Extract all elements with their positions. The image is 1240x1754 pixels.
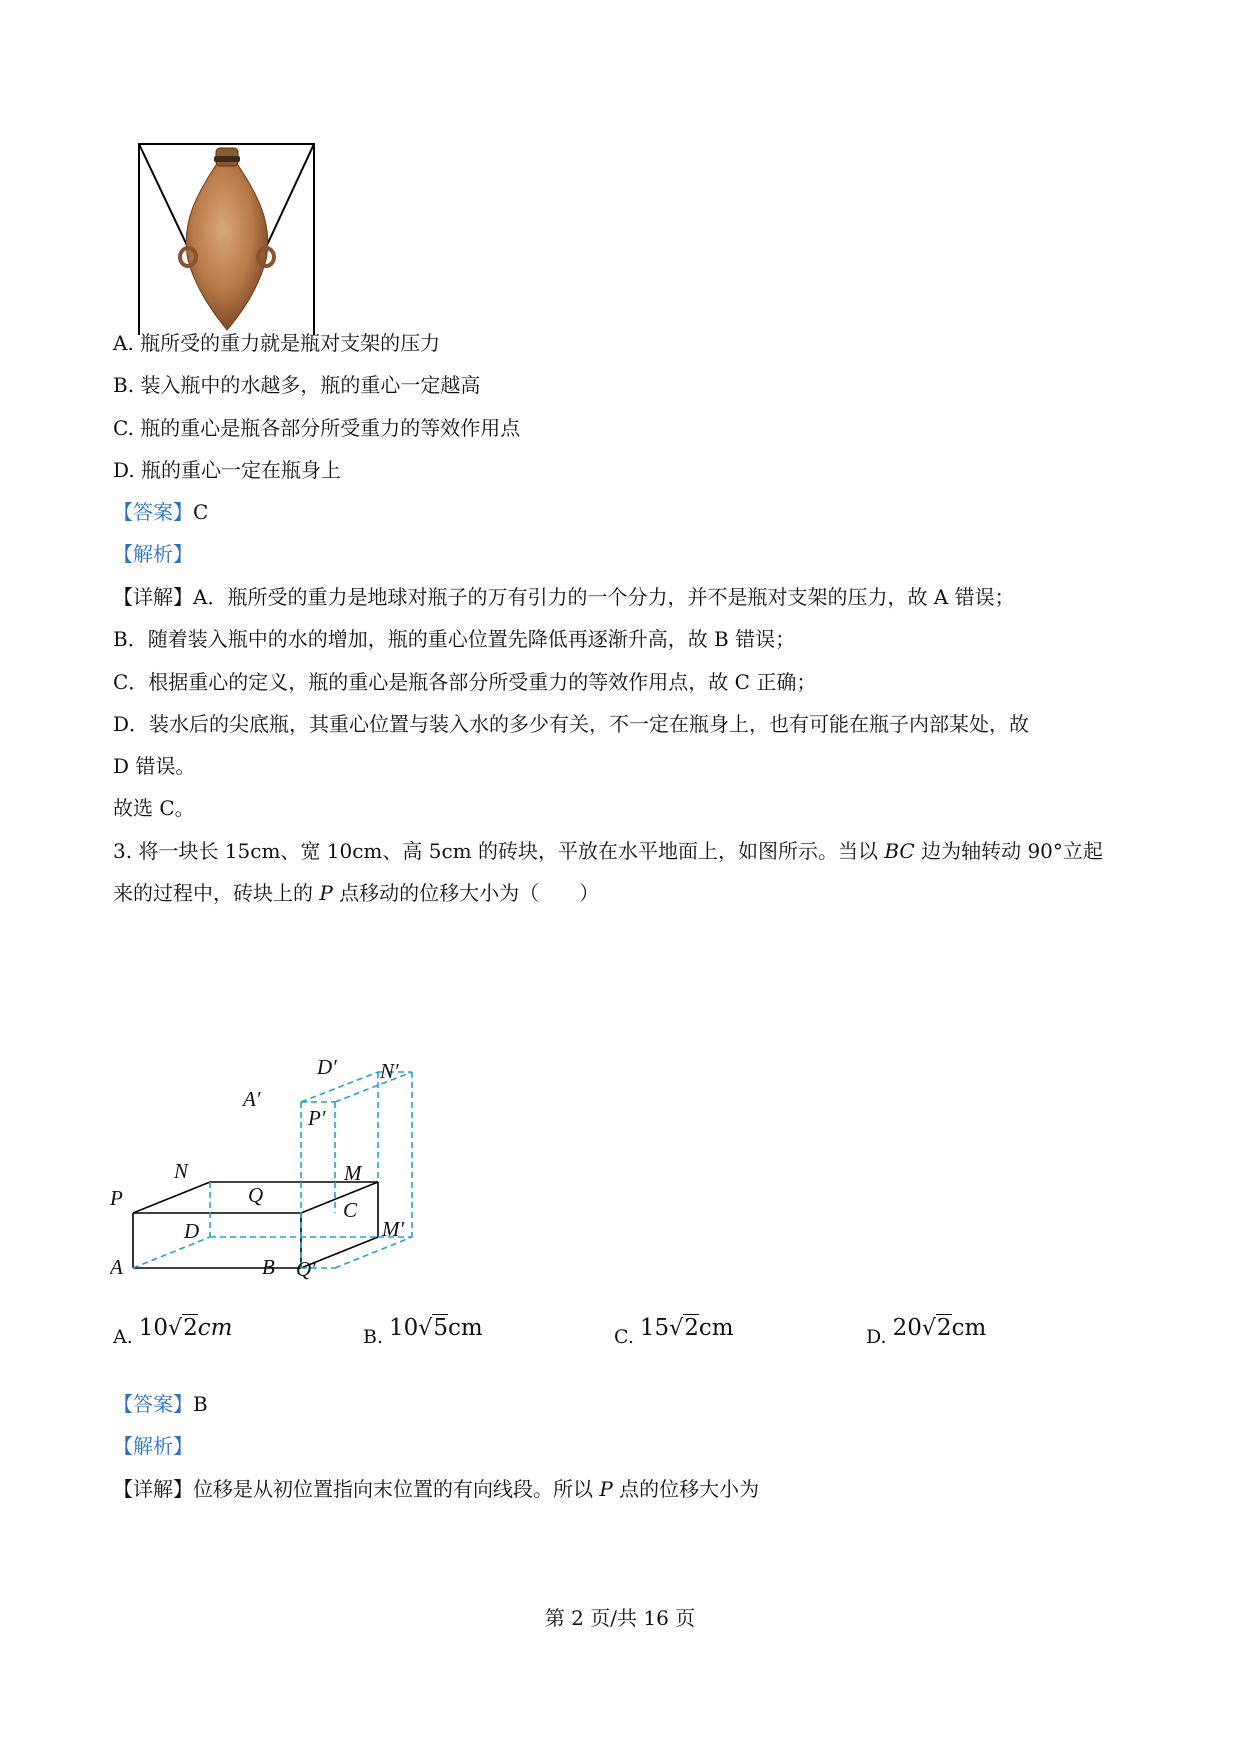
- q2-option-c: C. 瓶的重心是瓶各部分所受重力的等效作用点: [113, 416, 521, 440]
- unit: cm: [447, 1315, 483, 1341]
- option-value: 15√2cm: [639, 1315, 734, 1341]
- bottle-mouth: [214, 156, 240, 162]
- page-footer: 第 2 页/共 16 页: [544, 1606, 696, 1630]
- detail-text: 点的位移大小为: [612, 1477, 760, 1501]
- q2-option-a: A. 瓶所受的重力就是瓶对支架的压力: [113, 331, 441, 355]
- detail-variable: P: [599, 1477, 613, 1501]
- stem-variable: BC: [884, 839, 915, 863]
- label-Q-prime: Q′: [296, 1257, 316, 1280]
- label-N: N: [174, 1159, 189, 1183]
- edge-PN: [133, 1182, 210, 1213]
- q3-option-b: [363, 1315, 483, 1351]
- answer-value: B: [193, 1392, 208, 1416]
- q2-option-d: D. 瓶的重心一定在瓶身上: [113, 458, 342, 482]
- q3-option-d: [866, 1315, 987, 1351]
- option-value: 10√2cm: [138, 1315, 233, 1341]
- q2-detail-line-3: C．根据重心的定义，瓶的重心是瓶各部分所受重力的等效作用点，故 C 正确；: [113, 670, 817, 694]
- coef: 10: [138, 1315, 169, 1341]
- stem-text: 来的过程中，砖块上的: [113, 881, 320, 905]
- q2-detail-line-4: D．装水后的尖底瓶，其重心位置与装入水的多少有关，不一定在瓶身上，也有可能在瓶子内部某处，故: [113, 712, 1030, 736]
- option-value: 20√2cm: [892, 1315, 987, 1341]
- radicand: 2: [183, 1315, 198, 1341]
- answer-tag: 【答案】: [113, 500, 193, 524]
- q3-analysis-tag: 【解析】: [113, 1434, 193, 1458]
- q2-conclusion: 故选 C。: [113, 796, 195, 820]
- label-D-prime: D′: [317, 1055, 337, 1079]
- bottle-figure: [130, 140, 320, 340]
- q2-option-b: B. 装入瓶中的水越多，瓶的重心一定越高: [113, 373, 481, 397]
- bottle-body: [186, 162, 268, 330]
- stem-text: 3. 将一块长 15cm、宽 10cm、高 5cm 的砖块，平放在水平地面上，如图所示。当以: [113, 839, 885, 863]
- option-label: C.: [614, 1326, 634, 1348]
- stem-text: 边为轴转动 90°立起: [914, 839, 1103, 863]
- detail-text: 位移是从初位置指向末位置的有向线段。所以: [193, 1477, 600, 1501]
- rope-left: [139, 144, 193, 258]
- option-value: 10√5cm: [389, 1315, 483, 1341]
- coef: 10: [389, 1315, 419, 1341]
- q2-answer: [113, 498, 208, 526]
- q2-detail-line-5: D 错误。: [113, 754, 196, 778]
- answer-tag: 【答案】: [113, 1392, 193, 1416]
- label-C: C: [343, 1198, 358, 1222]
- label-A-prime: A′: [243, 1087, 261, 1111]
- rope-right: [261, 144, 314, 258]
- unit: cm: [698, 1315, 734, 1341]
- label-P-prime: P′: [308, 1106, 326, 1130]
- detail-text: A．瓶所受的重力是地球对瓶子的万有引力的一个分力，并不是瓶对支架的压力，故 A 错误；: [193, 585, 1015, 609]
- q3-option-c: [614, 1315, 734, 1351]
- label-Q: Q: [248, 1183, 264, 1207]
- radicand: 2: [936, 1315, 952, 1341]
- q3-detail: [113, 1475, 759, 1503]
- radicand: 2: [684, 1315, 699, 1341]
- label-B: B: [262, 1255, 275, 1279]
- label-D: D: [184, 1219, 200, 1243]
- q3-answer: [113, 1390, 208, 1418]
- label-M-prime: M′: [382, 1217, 405, 1241]
- radicand: 5: [433, 1315, 448, 1341]
- brick-figure: [110, 1030, 470, 1280]
- detail-tag: 【详解】: [113, 585, 193, 609]
- q3-stem-line-1: [113, 837, 1103, 865]
- q2-detail-line-1: [113, 583, 1015, 611]
- stem-variable: P: [319, 881, 333, 905]
- unit: cm: [951, 1315, 987, 1341]
- detail-tag: 【详解】: [113, 1477, 193, 1501]
- label-M: M: [344, 1161, 362, 1185]
- edge-QM: [301, 1182, 378, 1213]
- label-A: A: [110, 1255, 123, 1279]
- answer-value: C: [193, 500, 209, 524]
- q3-stem-line-2: [113, 879, 599, 907]
- label-P: P: [110, 1186, 123, 1210]
- unit: cm: [197, 1315, 233, 1341]
- coef: 15: [639, 1315, 670, 1341]
- option-label: D.: [866, 1326, 887, 1348]
- rotated-edge-A1D1: [301, 1072, 378, 1102]
- q3-option-a: [113, 1315, 233, 1351]
- option-label: B.: [363, 1326, 384, 1348]
- option-label: A.: [113, 1326, 133, 1348]
- rotated-edge-P1N1: [335, 1072, 412, 1102]
- stem-text: 点移动的位移大小为（ ）: [332, 881, 600, 905]
- label-N-prime: N′: [380, 1059, 399, 1083]
- q2-analysis-tag: 【解析】: [113, 542, 193, 566]
- rotated-edge-Q1M1: [335, 1237, 412, 1268]
- coef: 20: [892, 1315, 922, 1341]
- q2-detail-line-2: B．随着装入瓶中的水的增加，瓶的重心位置先降低再逐渐升高，故 B 错误；: [113, 627, 796, 651]
